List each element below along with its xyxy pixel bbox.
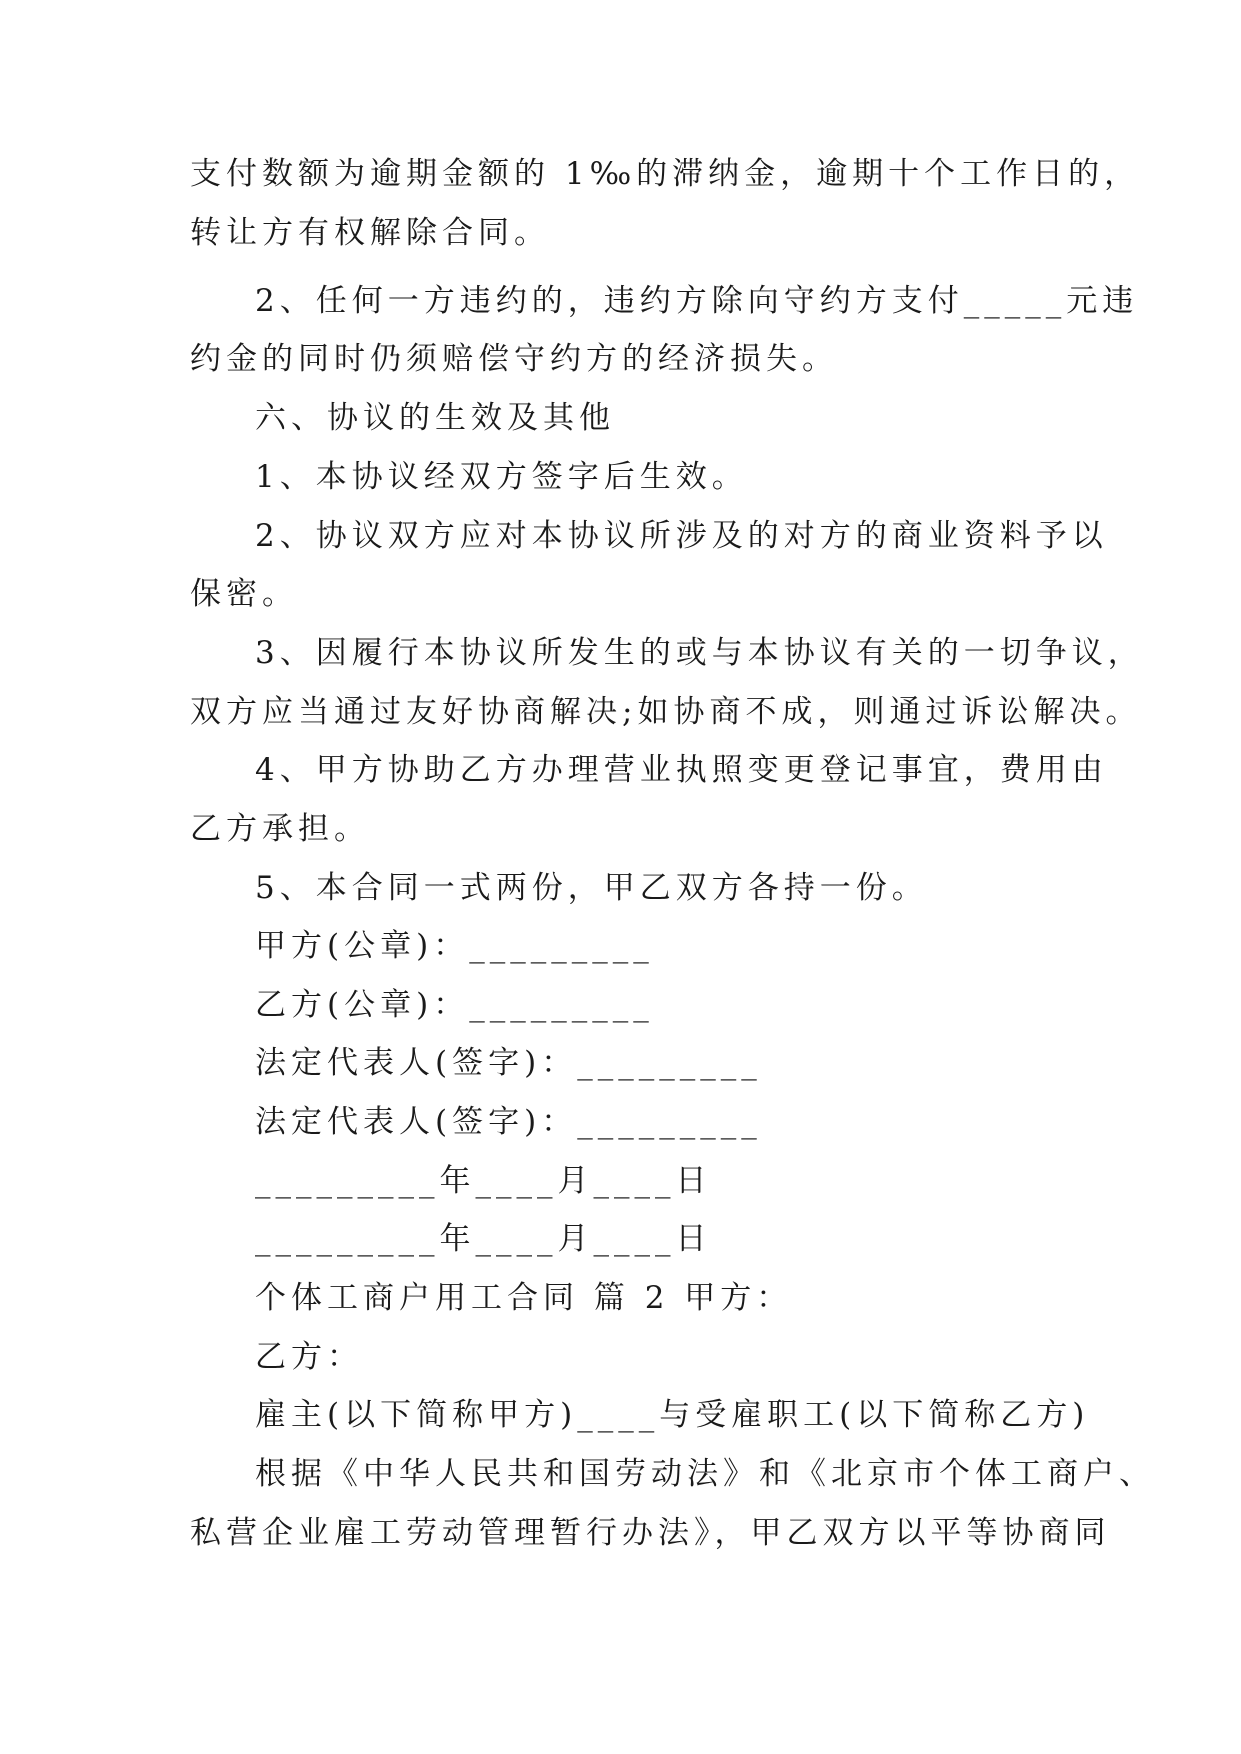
date-line: _________年____月____日 xyxy=(255,1163,712,1199)
paragraph-line: 乙方： xyxy=(255,1339,363,1375)
paragraph-line: 约金的同时仍须赔偿守约方的经济损失。 xyxy=(190,341,838,377)
signature-line: 甲方(公章)：_________ xyxy=(255,928,654,964)
paragraph-line: 2、任何一方违约的，违约方除向守约方支付_____元违 xyxy=(255,283,1139,319)
contract-title-line: 个体工商户用工合同 篇 2 甲方： xyxy=(255,1280,793,1316)
paragraph-line: 5、本合同一式两份，甲乙双方各持一份。 xyxy=(255,870,928,906)
date-line: _________年____月____日 xyxy=(255,1221,712,1257)
paragraph-line: 乙方承担。 xyxy=(190,811,370,847)
signature-line: 法定代表人(签字)：_________ xyxy=(255,1045,762,1081)
paragraph-line: 4、甲方协助乙方办理营业执照变更登记事宜，费用由 xyxy=(255,752,1108,788)
paragraph-line: 雇主(以下简称甲方)____与受雇职工(以下简称乙方) xyxy=(255,1397,1090,1433)
paragraph-line: 3、因履行本协议所发生的或与本协议有关的一切争议， xyxy=(255,635,1144,671)
paragraph-line: 1、本协议经双方签字后生效。 xyxy=(255,459,748,495)
paragraph-line: 2、协议双方应对本协议所涉及的对方的商业资料予以 xyxy=(255,518,1108,554)
signature-line: 乙方(公章)：_________ xyxy=(255,987,654,1023)
paragraph-line: 根据《中华人民共和国劳动法》和《北京市个体工商户、 xyxy=(255,1456,1155,1492)
paragraph-line: 支付数额为逾期金额的 1‰的滞纳金，逾期十个工作日的， xyxy=(190,156,1141,192)
signature-line: 法定代表人(签字)：_________ xyxy=(255,1104,762,1140)
paragraph-line: 双方应当通过友好协商解决;如协商不成，则通过诉讼解决。 xyxy=(190,694,1142,730)
paragraph-line: 保密。 xyxy=(190,576,298,612)
section-heading: 六、协议的生效及其他 xyxy=(255,400,615,436)
paragraph-line: 私营企业雇工劳动管理暂行办法》，甲乙双方以平等协商同 xyxy=(190,1515,1111,1551)
paragraph-line: 转让方有权解除合同。 xyxy=(190,215,550,251)
